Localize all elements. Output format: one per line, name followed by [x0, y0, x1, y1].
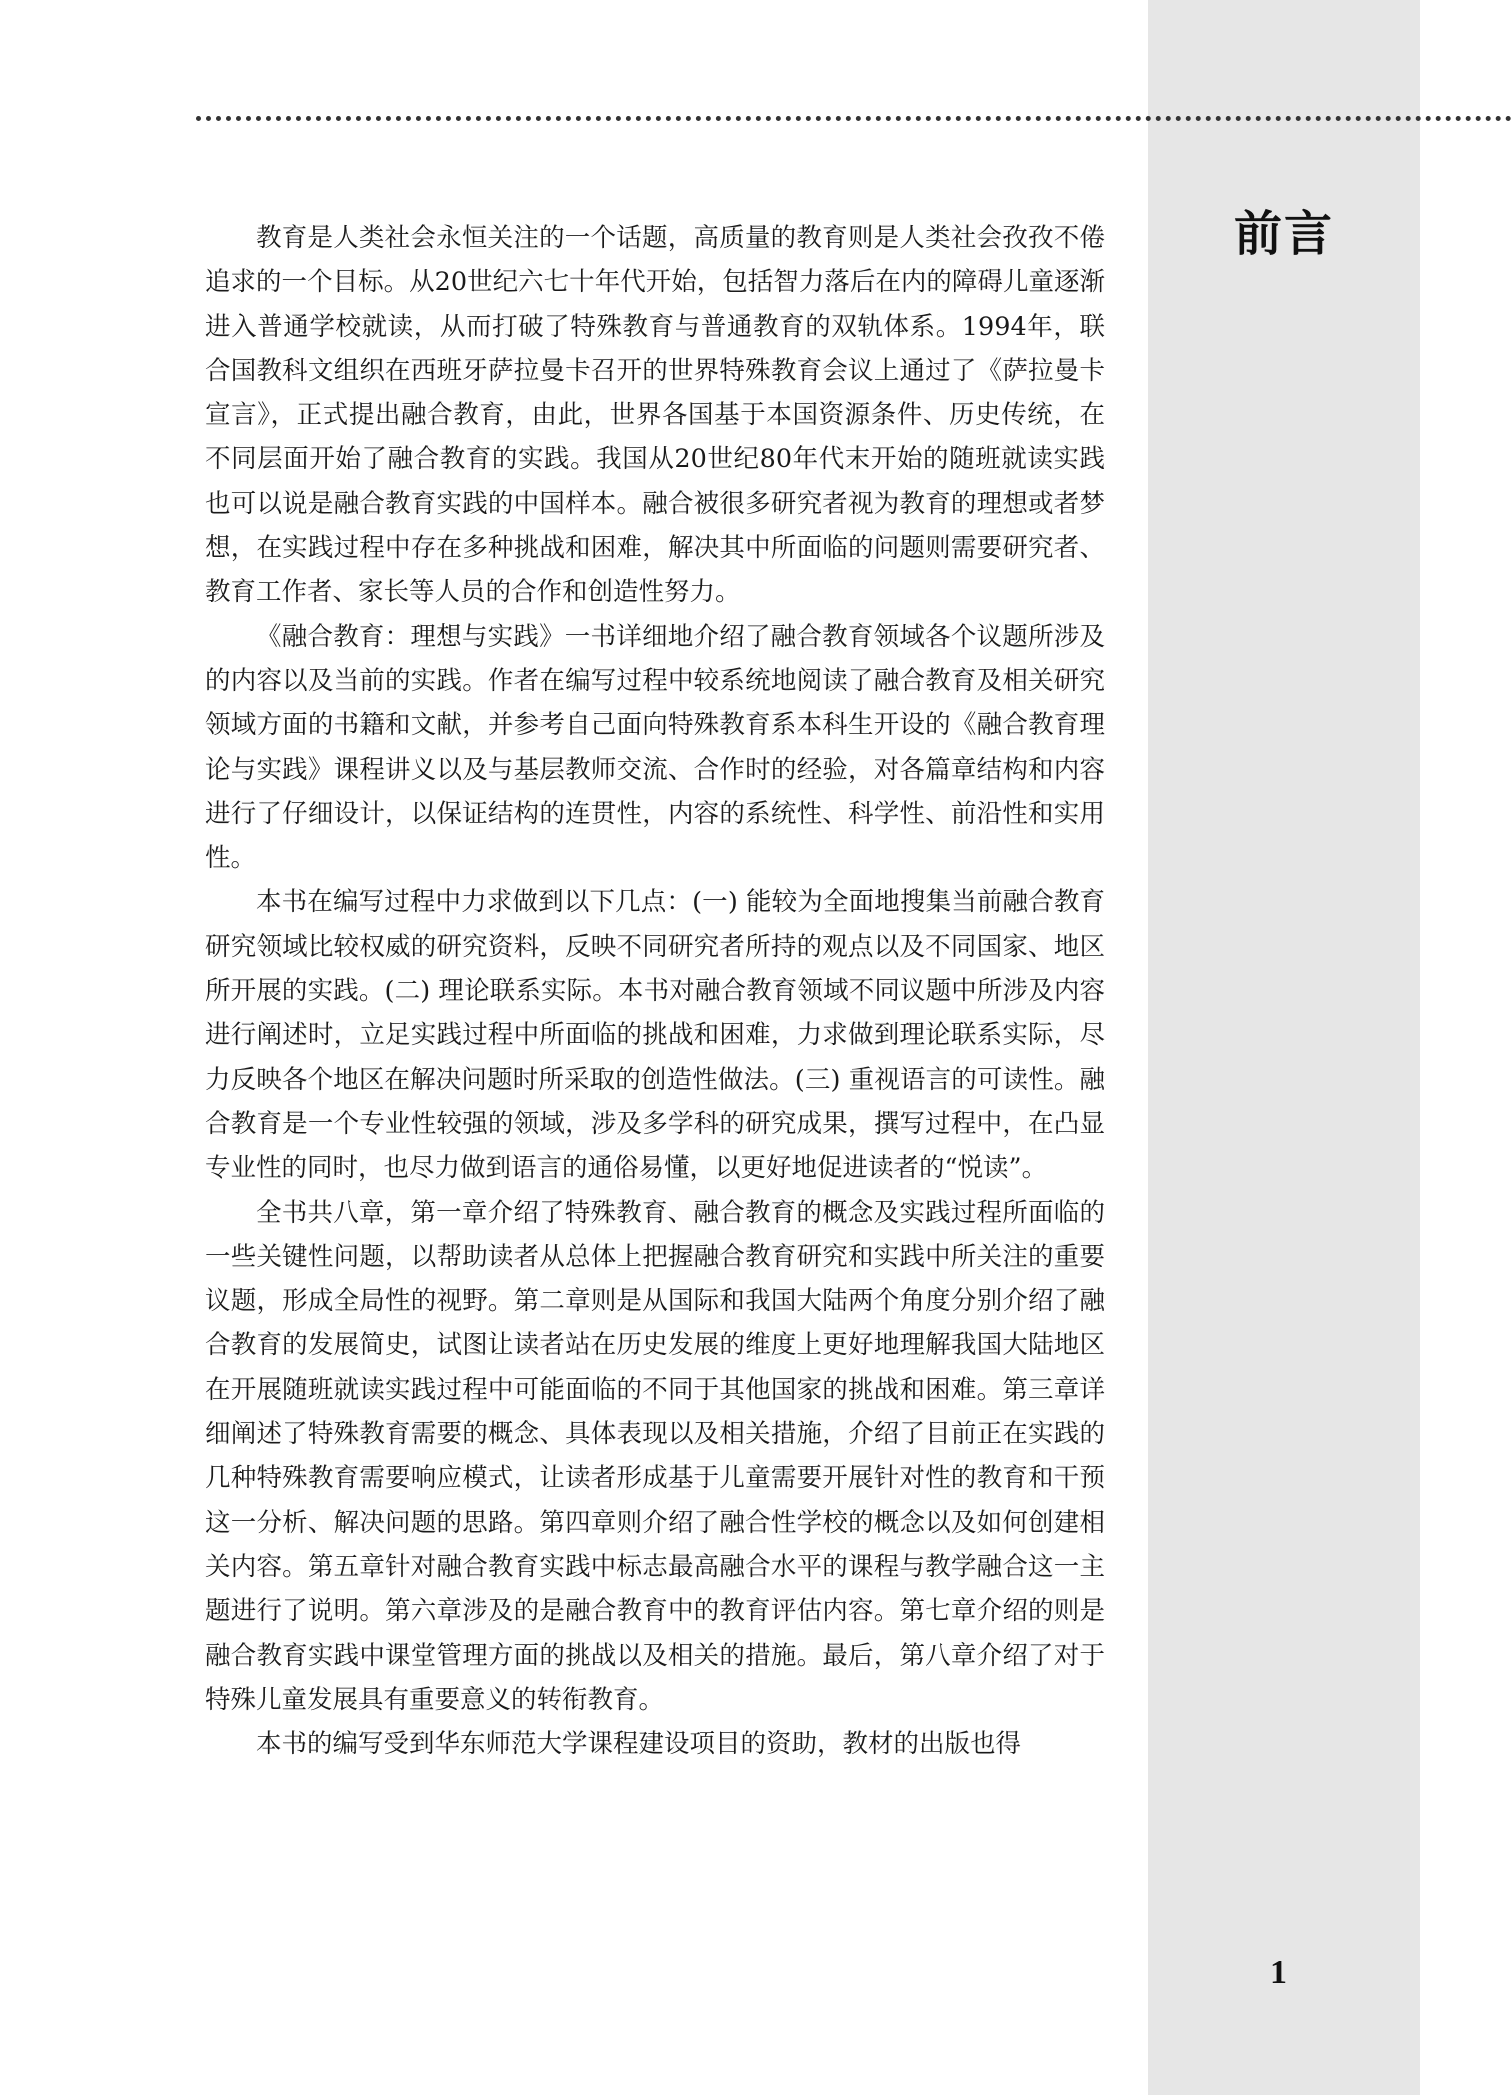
paragraph-chapter-summary: 全书共八章，第一章介绍了特殊教育、融合教育的概念及实践过程所面临的一些关键性问题，以帮助读者从总体上把握融合教育研究和实践中所关注的重要议题，形成全局性的视野。第二章则是从国际和我国大陆两个角度分别介绍了融合教育的发展简史，试图让读者站在历史发展的维度上更好地理解我国大陆地区在开展随班就读实践过程中可能面临的不同于其他国家的挑战和困难。第三章详细阐述了特殊教育需要的概念、具体表现以及相关措施，介绍了目前正在实践的几种特殊教育需要响应模式，让读者形成基于儿童需要开展针对性的教育和干预这一分析、解决问题的思路。第四章则介绍了融合性学校的概念以及如何创建相关内容。第五章针对融合教育实践中标志最高融合水平的课程与教学融合这一主题进行了说明。第六章涉及的是融合教育中的教育评估内容。第七章介绍的则是融合教育实践中课堂管理方面的挑战以及相关的措施。最后，第八章介绍了对于特殊儿童发展具有重要意义的转衔教育。	[205, 1197, 1105, 1715]
paragraph-acknowledgement: 本书的编写受到华东师范大学课程建设项目的资助，教材的出版也得	[256, 1729, 1022, 1760]
page-number: 1	[1270, 1954, 1287, 1991]
paragraph-writing-principles: 本书在编写过程中力求做到以下几点：(一) 能较为全面地搜集当前融合教育研究领域比较权威的研究资料，反映不同研究者所持的观点以及不同国家、地区所开展的实践。(二) 理论联系实际。本书对融合教育领域不同议题中所涉及内容进行阐述时，立足实践过程中所面临的挑战和困难，力求做到理论联系实际，尽力反映各个地区在解决问题时所采取的创造性做法。(三) 重视语言的可读性。融合教育是一个专业性较强的领域，涉及多学科的研究成果，撰写过程中，在凸显专业性的同时，也尽力做到语言的通俗易懂，以更好地促进读者的“悦读”。	[205, 887, 1105, 1184]
section-title: 前言	[1234, 206, 1335, 262]
header-dotted-rule	[196, 116, 1512, 121]
side-margin-band	[1148, 0, 1420, 2095]
preface-body	[205, 216, 1105, 1766]
paragraph-book-overview: 《融合教育：理想与实践》一书详细地介绍了融合教育领域各个议题所涉及的内容以及当前的实践。作者在编写过程中较系统地阅读了融合教育及相关研究领域方面的书籍和文献，并参考自己面向特殊教育系本科生开设的《融合教育理论与实践》课程讲义以及与基层教师交流、合作时的经验，对各篇章结构和内容进行了仔细设计，以保证结构的连贯性，内容的系统性、科学性、前沿性和实用性。	[205, 621, 1105, 874]
paragraph-intro: 教育是人类社会永恒关注的一个话题，高质量的教育则是人类社会孜孜不倦追求的一个目标。从20世纪六七十年代开始，包括智力落后在内的障碍儿童逐渐进入普通学校就读，从而打破了特殊教育与普通教育的双轨体系。1994年，联合国教科文组织在西班牙萨拉曼卡召开的世界特殊教育会议上通过了《萨拉曼卡宣言》，正式提出融合教育，由此，世界各国基于本国资源条件、历史传统，在不同层面开始了融合教育的实践。我国从20世纪80年代末开始的随班就读实践也可以说是融合教育实践的中国样本。融合被很多研究者视为教育的理想或者梦想，在实践过程中存在多种挑战和困难，解决其中所面临的问题则需要研究者、教育工作者、家长等人员的合作和创造性努力。	[205, 223, 1105, 608]
